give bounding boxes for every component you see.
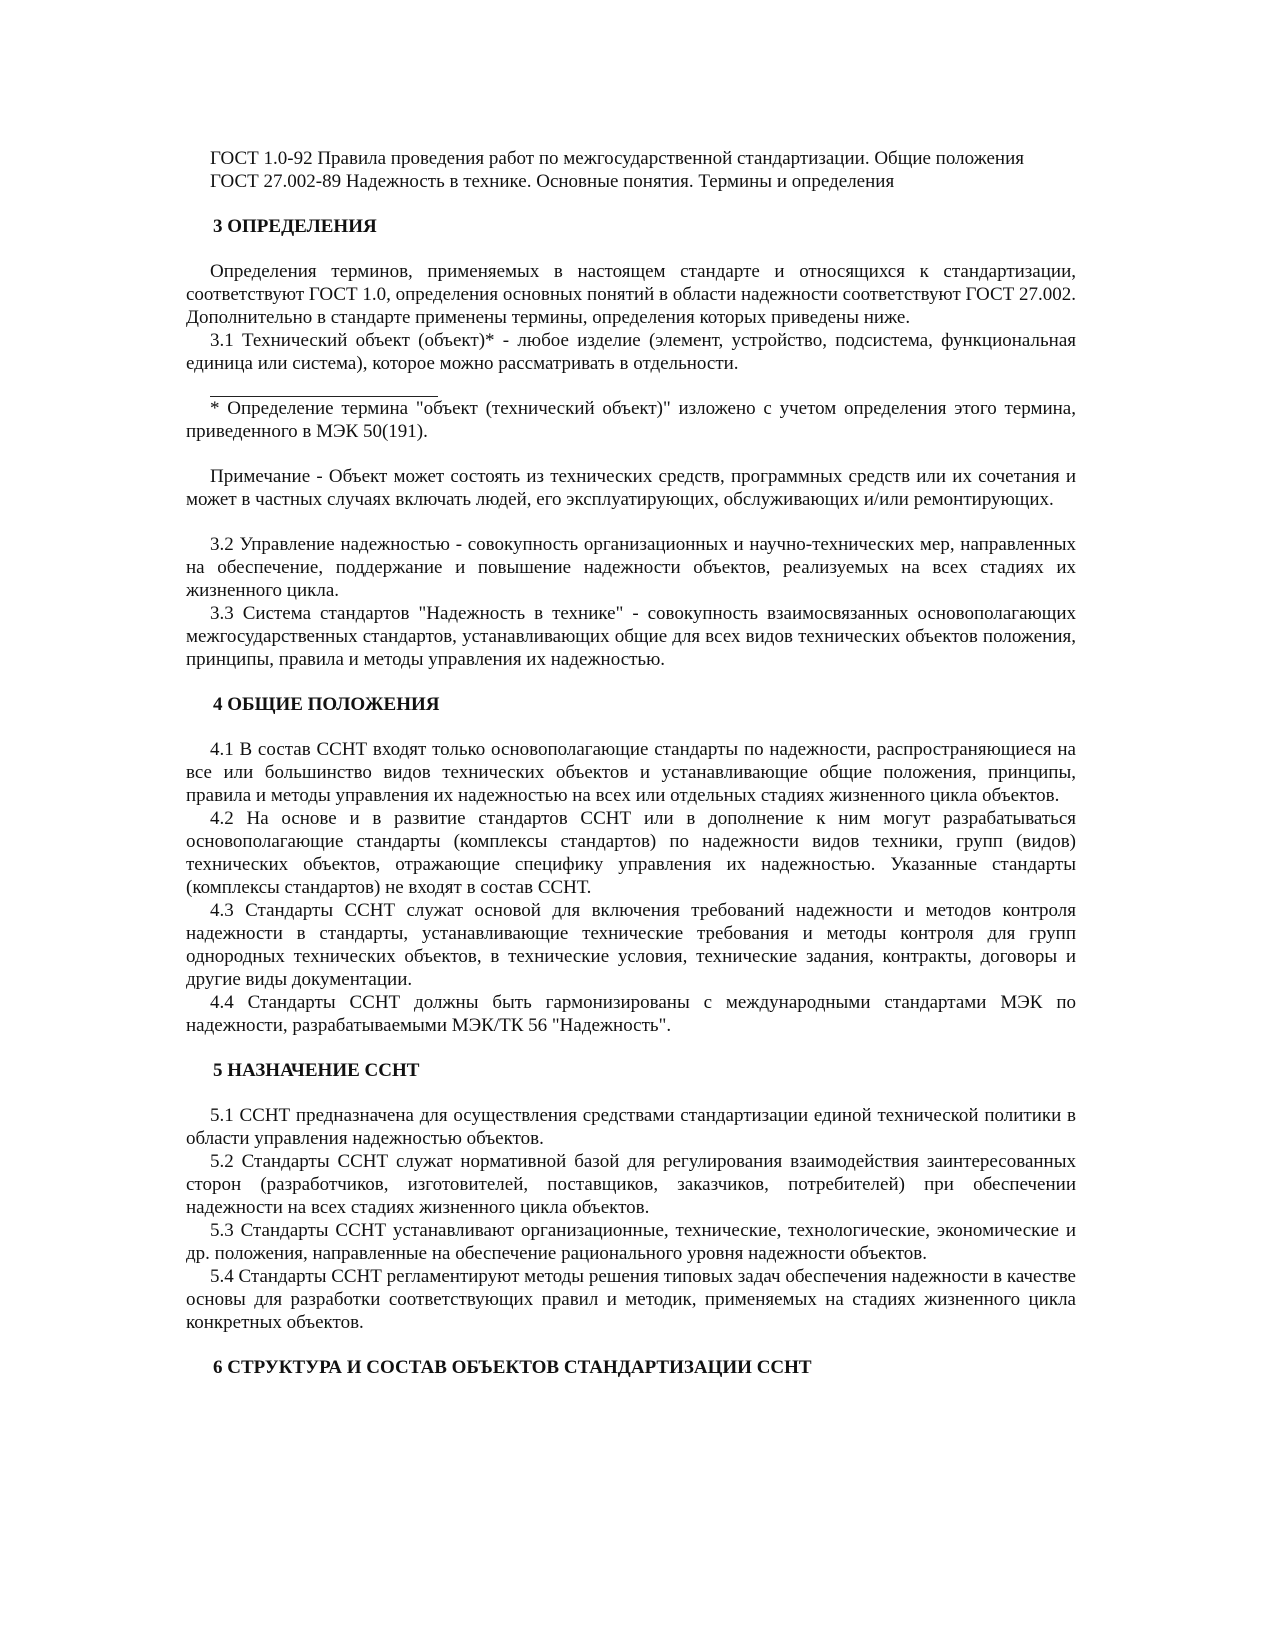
clause-5-3: 5.3 Стандарты ССНТ устанавливают организационные, технические, технологические, экономические и др. положения, направленные на обеспечение рационального уровня надежности объектов. [186, 1220, 1076, 1264]
section-5-heading: 5 НАЗНАЧЕНИЕ ССНТ [213, 1060, 420, 1081]
clause-5-1: 5.1 ССНТ предназначена для осуществления средствами стандартизации единой технической политики в области управления надежностью объектов. [186, 1105, 1076, 1149]
section-4-heading: 4 ОБЩИЕ ПОЛОЖЕНИЯ [213, 694, 440, 715]
clause-4-4: 4.4 Стандарты ССНТ должны быть гармонизированы с международными стандартами МЭК по надежности, разрабатываемыми МЭК/ТК 56 "Надежность". [186, 992, 1076, 1036]
clause-4-3: 4.3 Стандарты ССНТ служат основой для включения требований надежности и методов контроля надежности в стандарты, устанавливающие технические требования и методы контроля для групп однородных технических объектов, в технические условия, технические задания, контракты, договоры и другие виды документации. [186, 900, 1076, 990]
footnote-3-1: * Определение термина "объект (технический объект)" изложено с учетом определения этого термина, приведенного в МЭК 50(191). [186, 398, 1076, 442]
definition-3-1: 3.1 Технический объект (объект)* - любое изделие (элемент, устройство, подсистема, функциональная единица или система), которое можно рассматривать в отдельности. [186, 330, 1076, 374]
section-3-intro: Определения терминов, применяемых в настоящем стандарте и относящихся к стандартизации, соответствуют ГОСТ 1.0, определения основных понятий в области надежности соответствуют ГОСТ 27.002. Дополнительно в стандарте применены термины, определения которых приведены ниже. [186, 261, 1076, 328]
reference-gost-27-002: ГОСТ 27.002-89 Надежность в технике. Основные понятия. Термины и определения [210, 171, 895, 192]
clause-4-2: 4.2 На основе и в развитие стандартов ССНТ или в дополнение к ним могут разрабатываться основополагающие стандарты (комплексы стандартов) по надежности видов техники, групп (видов) технических объектов, отражающие специфику управления их надежностью. Указанные стандарты (комплексы стандартов) не входят в состав ССНТ. [186, 808, 1076, 898]
definition-3-2: 3.2 Управление надежностью - совокупность организационных и научно-технических мер, направленных на обеспечение, поддержание и повышение надежности объектов, реализуемых на всех стадиях их жизненного цикла. [186, 534, 1076, 601]
reference-gost-1-0: ГОСТ 1.0-92 Правила проведения работ по межгосударственной стандартизации. Общие положения [210, 148, 1024, 169]
clause-5-2: 5.2 Стандарты ССНТ служат нормативной базой для регулирования взаимодействия заинтересованных сторон (разработчиков, изготовителей, поставщиков, заказчиков, потребителей) при обеспечении надежности на всех стадиях жизненного цикла объектов. [186, 1151, 1076, 1218]
definition-3-3: 3.3 Система стандартов "Надежность в технике" - совокупность взаимосвязанных основополагающих межгосударственных стандартов, устанавливающих общие для всех видов технических объектов положения, принципы, правила и методы управления их надежностью. [186, 603, 1076, 670]
note-3-1: Примечание - Объект может состоять из технических средств, программных средств или их сочетания и может в частных случаях включать людей, его эксплуатирующих, обслуживающих и/или ремонтирующих. [186, 466, 1076, 510]
clause-5-4: 5.4 Стандарты ССНТ регламентируют методы решения типовых задач обеспечения надежности в качестве основы для разработки соответствующих правил и методик, применяемых на стадиях жизненного цикла конкретных объектов. [186, 1266, 1076, 1333]
section-6-heading: 6 СТРУКТУРА И СОСТАВ ОБЪЕКТОВ СТАНДАРТИЗАЦИИ ССНТ [213, 1357, 812, 1378]
section-3-heading: 3 ОПРЕДЕЛЕНИЯ [213, 216, 377, 237]
document-page [186, 147, 1076, 1379]
footnote-divider [210, 375, 438, 397]
clause-4-1: 4.1 В состав ССНТ входят только основополагающие стандарты по надежности, распространяющиеся на все или большинство видов технических объектов и устанавливающие общие положения, принципы, правила и методы управления их надежностью на всех или отдельных стадиях жизненного цикла объектов. [186, 739, 1076, 806]
